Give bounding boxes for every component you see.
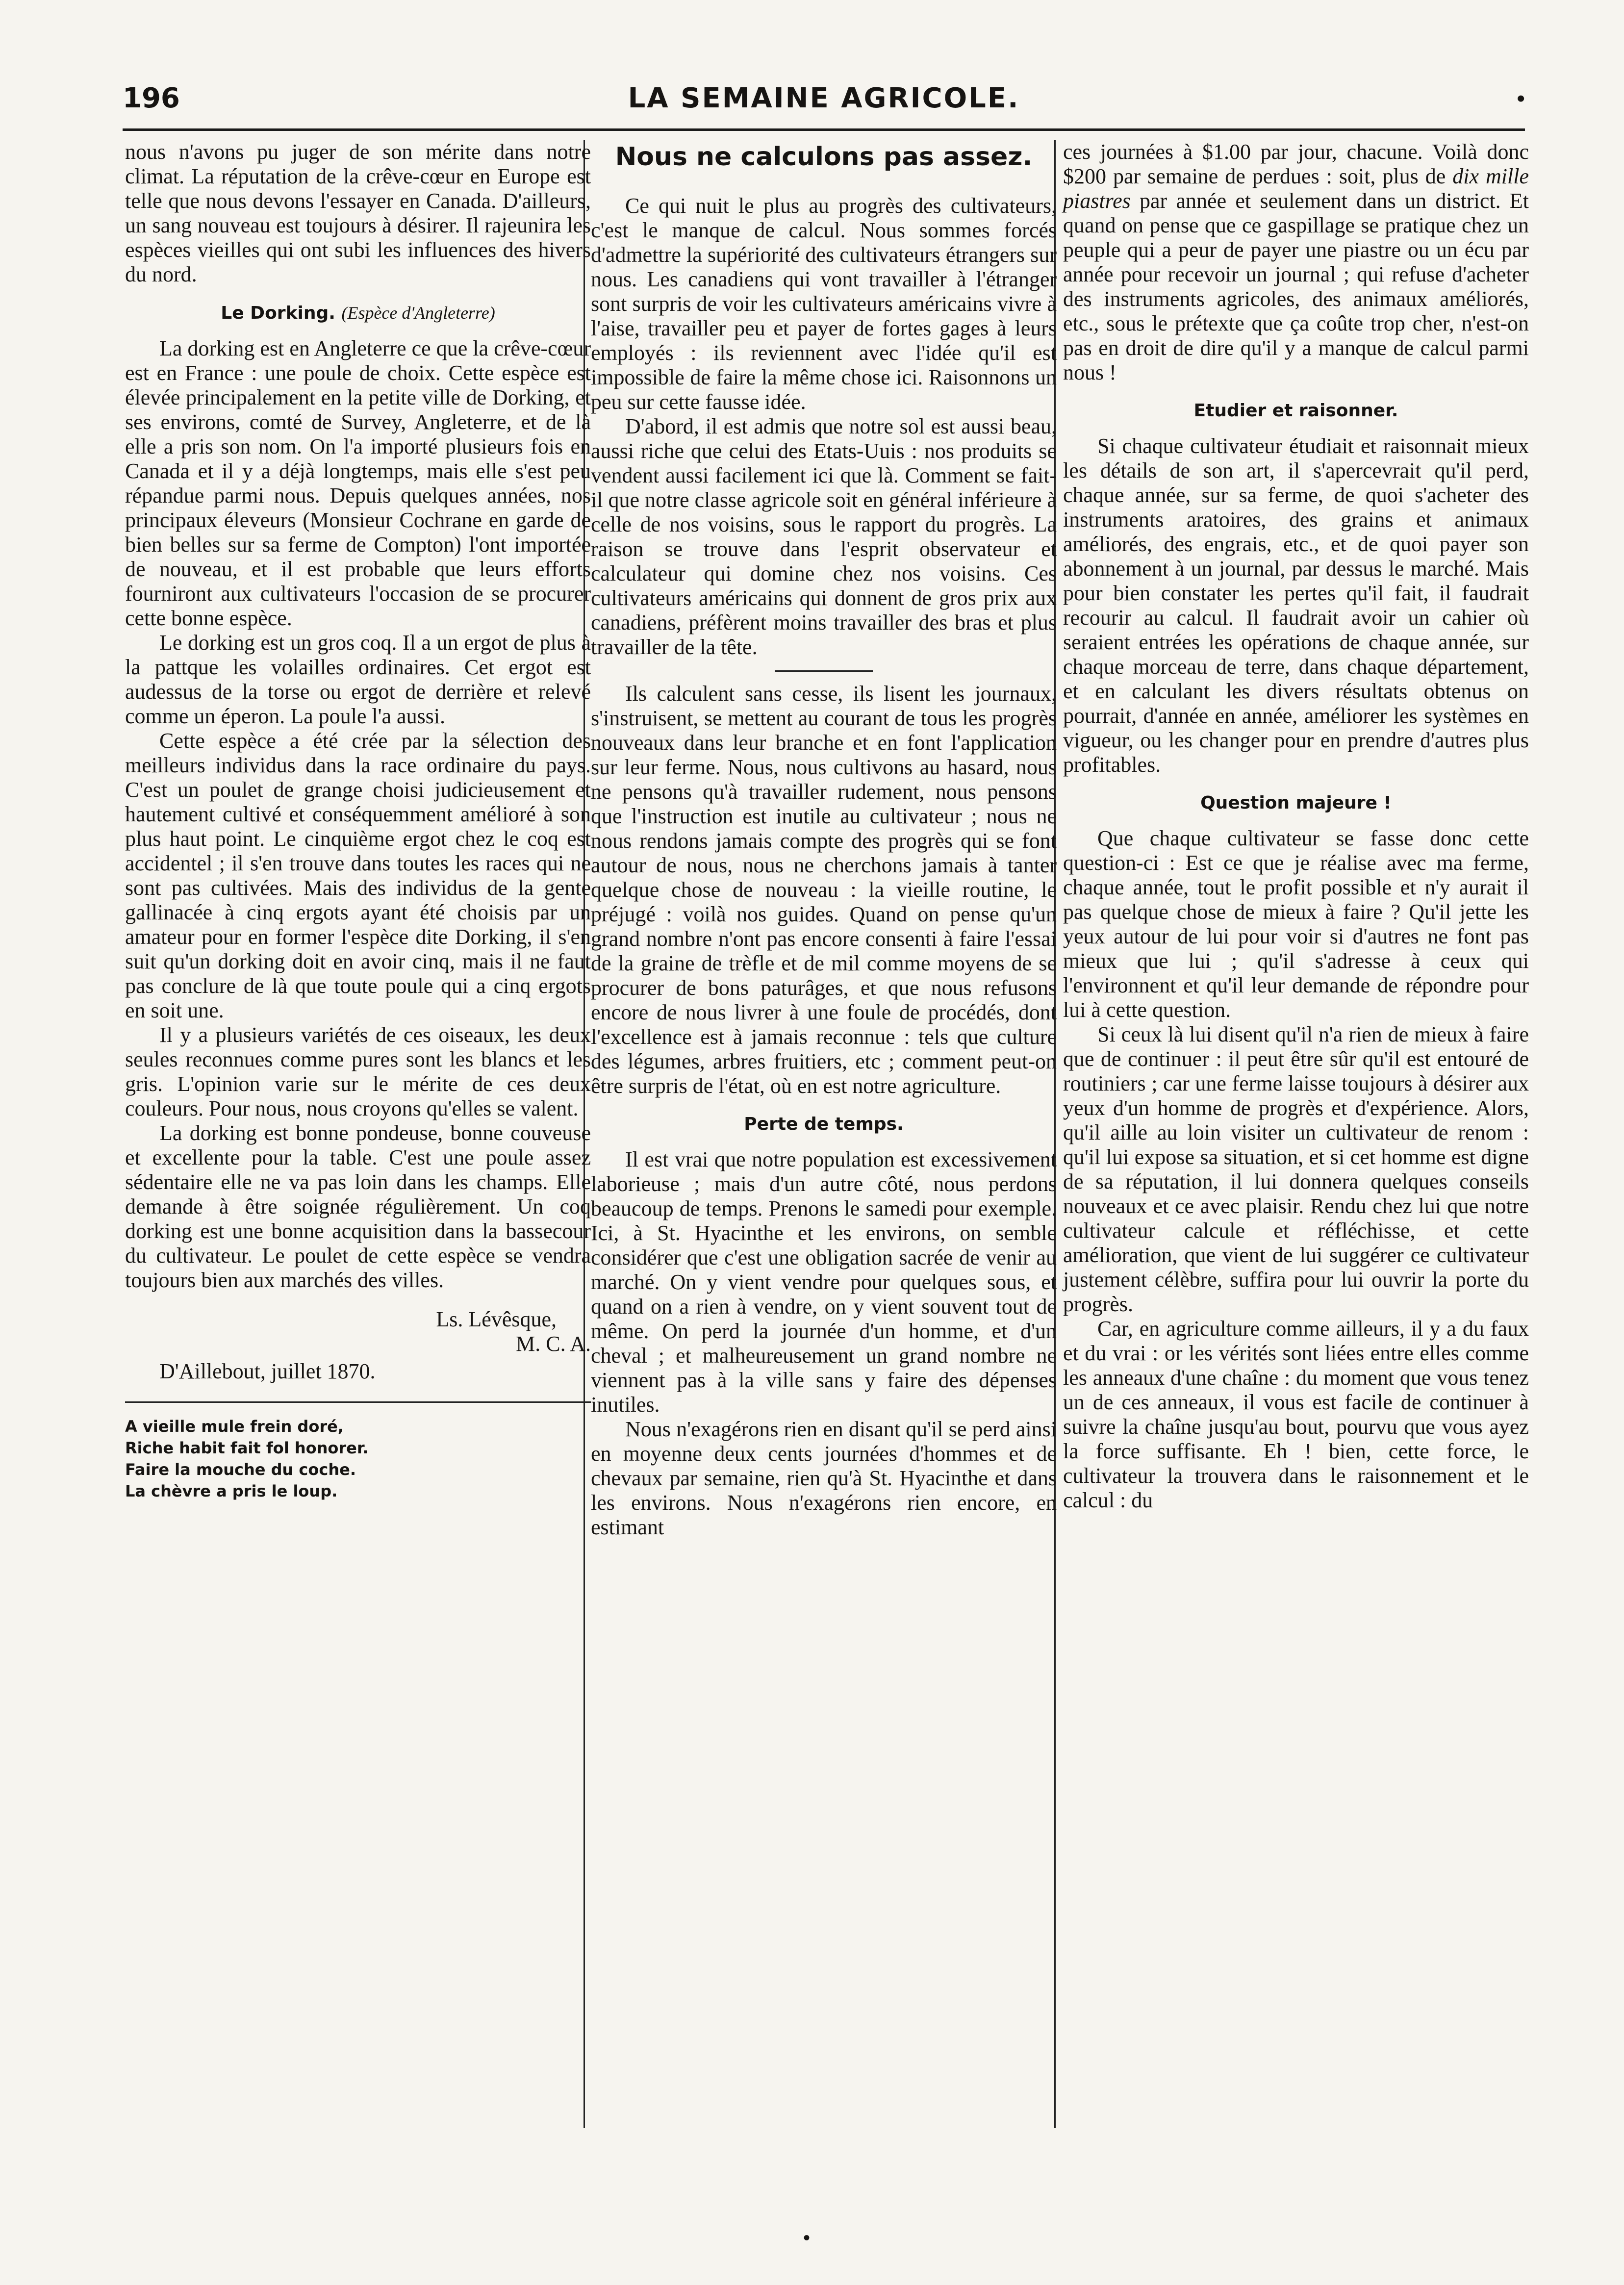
proverb-line: Riche habit fait fol honorer. xyxy=(125,1439,369,1457)
paragraph: Le dorking est un gros coq. Il a un ergot de plus à la pattque les volailles ordinaires. Cet ergot est audessus de la torse ou ergot de derrière et relevé comme un éperon. La poule l'a aussi. xyxy=(125,631,591,728)
paragraph: La dorking est en Angleterre ce que la crêve-cœur est en France : une poule de choix. Cette espèce est élevée principalement en la petite ville de Dorking, et ses environs, comté de Survey, Angleterre, et de là elle a pris son nom. On l'a importé plusieurs fois en Canada et il y a déjà longtemps, mais elle s'est peu répandue parmi nous. Depuis quelques années, nos principaux éleveurs (Monsieur Cochrane en garde de bien belles sur sa ferme de Compton) l'ont importée de nouveau, et il est probable que leurs efforts fourniront aux cultivateurs l'occasion de se procurer cette bonne espèce. xyxy=(125,336,591,630)
section-heading-text: Le Dorking. xyxy=(221,303,335,323)
paragraph: Ce qui nuit le plus au progrès des cultivateurs, c'est le manque de calcul. Nous sommes forcés d'admettre la supériorité des cultivateurs étrangers sur nous. Les canadiens qui vont travailler à l'étranger sont surpris de voir les cultivateurs américains vivre à l'aise, travailler peu et payer de fortes gages à leurs employés : ils reviennent avec l'idée qu'il est impossible de faire la même chose ici. Raisonnons un peu sur cette fausse idée. xyxy=(591,194,1057,414)
section-heading-question: Question majeure ! xyxy=(1200,793,1392,813)
paragraph xyxy=(1063,140,1529,385)
journal-title: LA SEMAINE AGRICOLE. xyxy=(628,82,1020,114)
paragraph: Si chaque cultivateur étudiait et raisonnait mieux les détails de son art, il s'apercevrait qu'il perd, chaque année, sur sa ferme, de quoi s'acheter des instruments aratoires, des grains et animaux améliorés, des engrais, etc., et de quoi payer son abonnement à un journal, par dessus le marché. Mais pour bien constater les pertes qu'il fait, il faudrait recourir au calcul. Il faudrait avoir un cahier où seraient entrées les opérations de chaque année, sur chaque morceau de terre, dans chaque département, et en calculant les divers résultats obtenus on pourrait, d'année en année, améliorer les systèmes en vigueur, ou les changer pour en prendre d'autres plus profitables. xyxy=(1063,434,1529,777)
paragraph: Cette espèce a été crée par la sélection des meilleurs individus dans la race ordinaire du pays. C'est un poulet de grange choisi judicieusement et hautement cultivé et conséquemment amélioré à son plus haut point. Le cinquième ergot chez le coq est accidentel ; il s'en trouve dans toutes les races qui ne sont pas cultivées. Mais des individus de la gente gallinacée à cinq ergots ayant été choisis par un amateur pour en former l'espèce dite Dorking, il s'en suit qu'un dorking doit en avoir cinq, mais il ne faut pas conclure de là que toute poule qui a cinq ergots en soit une. xyxy=(125,729,591,1022)
section-subheading: (Espèce d'Angleterre) xyxy=(341,303,495,323)
proverbs xyxy=(125,1416,591,1502)
paragraph: Ils calculent sans cesse, ils lisent les journaux, s'instruisent, se mettent au courant de tous les progrès nouveaux dans leur branche et en font l'application sur leur ferme. Nous, nous cultivons au hasard, nous ne pensons qu'à travailler rudement, nous pensons que l'instruction est inutile au cultivateur ; nous ne nous rendons jamais compte des progrès qui se font autour de nous, nous ne cherchons jamais à tanter quelque chose de nouveau : la vieille routine, le préjugé : voilà nos guides. Quand on pense qu'un grand nombre n'ont pas encore consenti à faire l'essai de la graine de trèfle et de mil comme moyens de se procurer de bons paturâges, et que nous refusons encore de nous livrer à une foule de procédés, dont l'excellence est à jamais reconnue : tels que culture des légumes, arbres fruitiers, etc ; comment peut-on être surpris de l'état, où en est notre agriculture. xyxy=(591,682,1057,1098)
page-header xyxy=(123,82,1525,122)
text-run: ces journées à $1.00 par jour, chacune. Voilà donc $200 par semaine de perdues : soit, plus de xyxy=(1063,140,1529,188)
proverb-line: Faire la mouche du coche. xyxy=(125,1460,356,1479)
signature-name: Ls. Lévêsque, xyxy=(436,1307,557,1331)
paragraph: Nous n'exagérons rien en disant qu'il se perd ainsi en moyenne deux cents journées d'hommes et de chevaux par semaine, rien qu'à St. Hyacinthe et dans les environs. Nous n'exagérons rien encore, en estimant xyxy=(591,1417,1057,1539)
section-heading-etudier: Etudier et raisonner. xyxy=(1193,401,1398,421)
signature-title: M. C. A. xyxy=(516,1332,591,1356)
section-heading-dorking xyxy=(125,301,591,326)
section-rule xyxy=(125,1401,591,1403)
section-rule xyxy=(775,670,873,672)
header-ornament: • xyxy=(1517,86,1525,112)
article-title: Nous ne calculons pas assez. xyxy=(615,142,1033,172)
signature-place-date: D'Aillebout, juillet 1870. xyxy=(159,1359,376,1383)
text-run: par année et seulement dans un district. Et quand on pense que ce gaspillage se pratique chez un peuple qui a peur de payer une piastre ou un écu par année pour recevoir un journal ; qui refuse d'acheter des instruments agricoles, des animaux améliorés, etc., sous le prétexte que ça coûte trop cher, n'est-on pas en droit de dire qu'il y a manque de calcul parmi nous ! xyxy=(1063,189,1529,384)
paragraph: nous n'avons pu juger de son mérite dans notre climat. La réputation de la crêve-cœur en Europe est telle que nous devons l'essayer en Canada. D'ailleurs, un sang nouveau est toujours à désirer. Il rajeunira les espèces vieilles qui ont subi les influences des hivers du nord. xyxy=(125,140,591,286)
paragraph: D'abord, il est admis que notre sol est aussi beau, aussi riche que celui des Etats-Uuis : nos produits se vendent aussi facilement ici que là. Comment se fait-il que notre classe agricole soit en général inférieure à celle de nos voisins, sous le rapport du progrès. La raison se trouve dans l'esprit observateur et calculateur qui domine chez nos voisins. Ces cultivateurs américains qui donnent de gros prix aux canadiens, préfèrent moins travailler des bras et plus travailler de la tête. xyxy=(591,414,1057,659)
paragraph: Que chaque cultivateur se fasse donc cette question-ci : Est ce que je réalise avec ma ferme, chaque année, tout le profit possible et n'y aurait il pas quelque chose de mieux à faire ? Qu'il jette les yeux autour de lui pour voir si d'autres ne font pas mieux que lui ; qu'il s'adresse à ceux qui l'environnent et qu'il leur demande de répondre pour lui à cette question. xyxy=(1063,826,1529,1022)
section-heading-perte: Perte de temps. xyxy=(744,1114,904,1134)
column-1 xyxy=(125,140,591,1502)
paragraph: Si ceux là lui disent qu'il n'a rien de mieux à faire que de continuer : il peut être sûr qu'il est entouré de routiniers ; car une ferme laisse toujours à désirer aux yeux d'un homme de progrès et d'expérience. Alors, qu'il aille au loin visiter un cultivateur de renom : qu'il lui expose sa situation, et si cet homme est digne de sa réputation, il lui donnera quelques conseils nouveaux et ce avec plaisir. Rendu chez lui que notre cultivateur calcule et réfléchisse, et cette amélioration, que vient de lui suggérer ce cultivateur justement célèbre, suffira pour lui ouvrir la porte du progrès. xyxy=(1063,1022,1529,1316)
proverb-line: A vieille mule frein doré, xyxy=(125,1417,344,1436)
proverb-line: La chèvre a pris le loup. xyxy=(125,1482,338,1500)
footer-ornament: • xyxy=(803,2227,811,2249)
page-number: 196 xyxy=(123,82,180,114)
emphasis: dix mille piastres xyxy=(1063,164,1529,213)
paragraph: La dorking est bonne pondeuse, bonne couveuse et excellente pour la table. C'est une poule assez sédentaire elle ne va pas loin dans les champs. Elle demande à être soignée régulièrement. Un coq dorking est une bonne acquisition dans la bassecour du cultivateur. Le poulet de cette espèce se vendra toujours bien aux marchés des villes. xyxy=(125,1121,591,1292)
paragraph: Il est vrai que notre population est excessivement laborieuse ; mais d'un autre côté, nous perdons beaucoup de temps. Prenons le samedi pour exemple. Ici, à St. Hyacinthe et les environs, on semble considérer que c'est une obligation sacrée de venir au marché. On y vient vendre pour quelques sous, et quand on a rien à vendre, on y vient souvent tout de même. On perd la journée d'un homme, et d'un cheval ; et malheureusement un grand nombre ne viennent pas à la ville sans y faire des dépenses inutiles. xyxy=(591,1147,1057,1417)
paragraph: Il y a plusieurs variétés de ces oiseaux, les deux seules reconnues comme pures sont les blancs et les gris. L'opinion varie sur le mérite de ces deux couleurs. Pour nous, nous croyons qu'elles se valent. xyxy=(125,1023,591,1120)
column-3 xyxy=(1063,140,1529,1513)
column-2 xyxy=(591,140,1057,1540)
paragraph: Car, en agriculture comme ailleurs, il y a du faux et du vrai : or les vérités sont liées entre elles comme les anneaux d'une chaîne : du moment que vous tenez un de ces anneaux, il vous est facile de continuer à suivre la chaîne jusqu'au bout, pourvu que vous ayez la force suffisante. Eh ! bien, cette force, le cultivateur la trouvera dans le raisonnement et le calcul : du xyxy=(1063,1317,1529,1512)
header-rule xyxy=(123,128,1525,131)
